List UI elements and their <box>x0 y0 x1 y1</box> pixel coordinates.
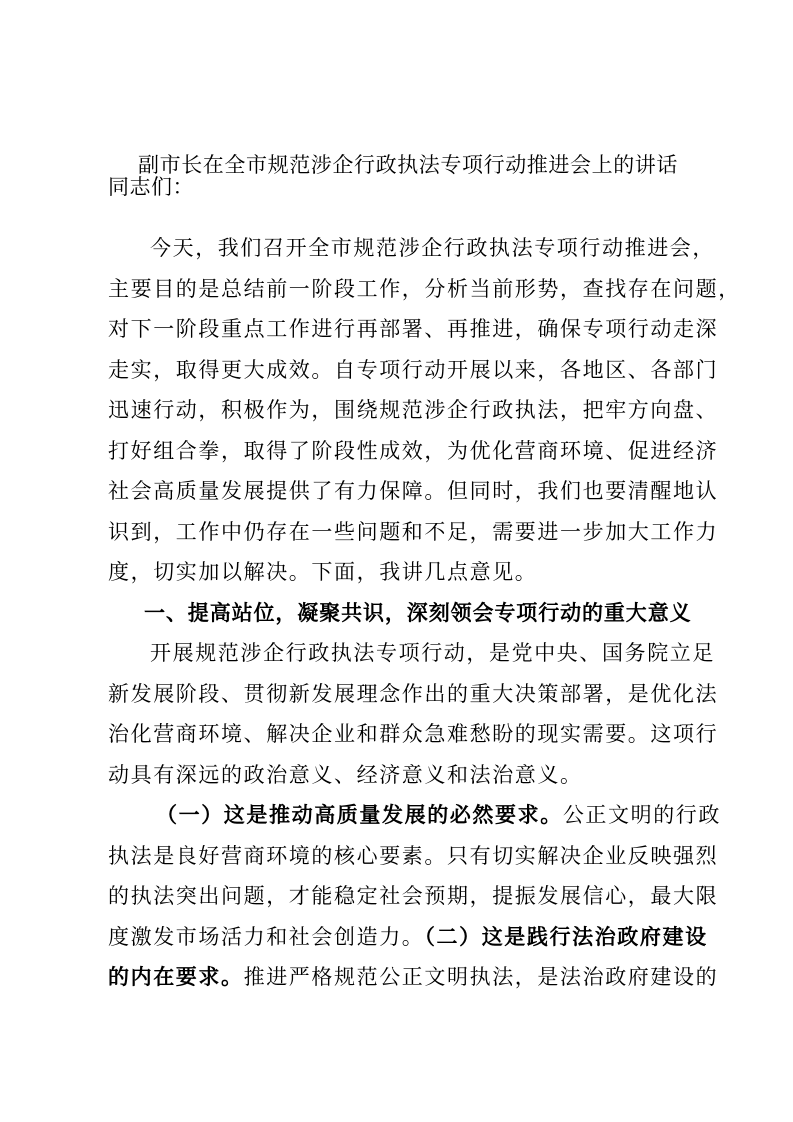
subpoint-1-heading: （一）这是推动高质量发展的必然要求。 <box>156 802 563 827</box>
text-line: 打好组合拳，取得了阶段性成效，为优化营商环境、促进经济 <box>108 438 719 463</box>
text-line: 执法是良好营商环境的核心要素。只有切实解决企业反映强烈 <box>108 843 719 868</box>
text-line: 治化营商环境、解决企业和群众急难愁盼的现实需要。这项行 <box>108 722 719 746</box>
text-fragment: 度激发市场活力和社会创造力。 <box>108 924 425 949</box>
text-line: 开展规范涉企行政执法专项行动，是党中央、国务院立足 <box>150 641 715 665</box>
subpoint-2-heading: （二）这是践行法治政府建设 <box>424 923 708 949</box>
text-line: 今天，我们召开全市规范涉企行政执法专项行动推进会， <box>150 236 715 260</box>
text-line: 度，切实加以解决。下面，我讲几点意见。 <box>108 560 538 584</box>
text-line: 社会高质量发展提供了有力保障。但同时，我们也要清醒地认 <box>108 479 719 503</box>
text-line <box>108 795 722 836</box>
text-line <box>108 957 719 998</box>
greeting: 同志们： <box>108 175 194 199</box>
paragraph-significance <box>108 633 719 795</box>
text-line: 的执法突出问题，才能稳定社会预期，提振发展信心，最大限 <box>108 884 719 908</box>
text-line: 动具有深远的政治意义、经济意义和法治意义。 <box>108 762 583 787</box>
section-heading-text: 一、提高站位，凝聚共识，深刻领会专项行动的重大意义 <box>144 599 692 625</box>
document-body <box>108 228 741 998</box>
subpoint-2-heading-cont: 的内在要求。 <box>108 964 244 989</box>
section-heading <box>108 593 708 634</box>
paragraph-intro <box>108 228 741 593</box>
text-line <box>108 917 708 958</box>
paragraph-points <box>108 795 722 998</box>
text-fragment: 公正文明的行政 <box>562 803 722 827</box>
text-fragment: 推进严格规范公正文明执法，是法治政府建设的 <box>243 965 719 989</box>
text-line: 新发展阶段、贯彻新发展理念作出的重大决策部署，是优化法 <box>108 681 719 706</box>
document-title: 副市长在全市规范涉企行政执法专项行动推进会上的讲话 <box>138 153 678 177</box>
text-line: 走实，取得更大成效。自专项行动开展以来，各地区、各部门 <box>108 357 719 382</box>
text-line: 识到，工作中仍存在一些问题和不足，需要进一步加大工作力 <box>108 519 719 544</box>
text-line: 主要目的是总结前一阶段工作，分析当前形势，查找存在问题， <box>108 276 741 301</box>
text-line: 对下一阶段重点工作进行再部署、再推进，确保专项行动走深 <box>108 317 719 341</box>
text-line: 迅速行动，积极作为，围绕规范涉企行政执法，把牢方向盘、 <box>108 398 719 422</box>
